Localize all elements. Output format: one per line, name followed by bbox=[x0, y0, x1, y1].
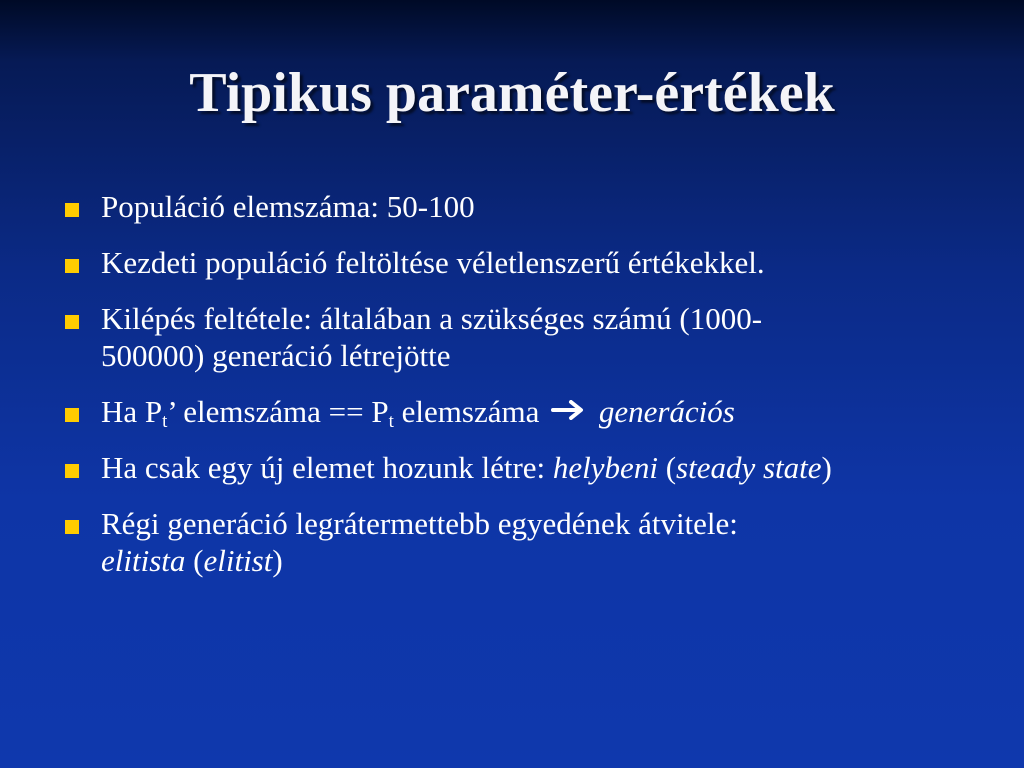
bullet-italic-term: steady state bbox=[676, 450, 822, 485]
bullet-text-line1: Régi generáció legrátermettebb egyedének átvitele: bbox=[101, 506, 738, 541]
list-item bbox=[62, 188, 962, 225]
paren-close: ) bbox=[821, 450, 832, 485]
bullet-text: elemszáma bbox=[393, 394, 540, 429]
list-item bbox=[62, 449, 962, 486]
bullet-italic-term: generációs bbox=[598, 394, 735, 429]
paren-open: ( bbox=[657, 450, 677, 485]
bullet-list bbox=[62, 188, 962, 598]
list-item bbox=[62, 300, 962, 374]
square-bullet-icon bbox=[65, 315, 79, 329]
bullet-text: Populáció elemszáma: 50-100 bbox=[101, 189, 475, 224]
square-bullet-icon bbox=[65, 464, 79, 478]
bullet-text-line2: 500000) generáció létrejötte bbox=[101, 338, 451, 373]
list-item bbox=[62, 505, 962, 579]
list-item bbox=[62, 393, 962, 430]
slide-title: Tipikus paraméter-értékek bbox=[189, 62, 835, 124]
bullet-text-line1: Kilépés feltétele: általában a szükséges számú (1000- bbox=[101, 301, 763, 336]
square-bullet-icon bbox=[65, 520, 79, 534]
square-bullet-icon bbox=[65, 259, 79, 273]
right-arrow-icon bbox=[551, 400, 585, 420]
square-bullet-icon bbox=[65, 408, 79, 422]
bullet-italic-term: elitist bbox=[203, 543, 273, 578]
bullet-italic-term: elitista bbox=[101, 543, 186, 578]
subscript-t: t bbox=[162, 411, 168, 432]
paren-close: ) bbox=[272, 543, 283, 578]
bullet-text: Ha P bbox=[101, 394, 163, 429]
bullet-italic-term: helybeni bbox=[552, 450, 658, 485]
paren-open: ( bbox=[185, 543, 204, 578]
list-item bbox=[62, 244, 962, 281]
subscript-t: t bbox=[388, 411, 394, 432]
bullet-text: Kezdeti populáció feltöltése véletlenszerű értékekkel. bbox=[101, 245, 765, 280]
square-bullet-icon bbox=[65, 203, 79, 217]
bullet-text: Ha csak egy új elemet hozunk létre: bbox=[101, 450, 553, 485]
bullet-text: ’ elemszáma == P bbox=[167, 394, 389, 429]
